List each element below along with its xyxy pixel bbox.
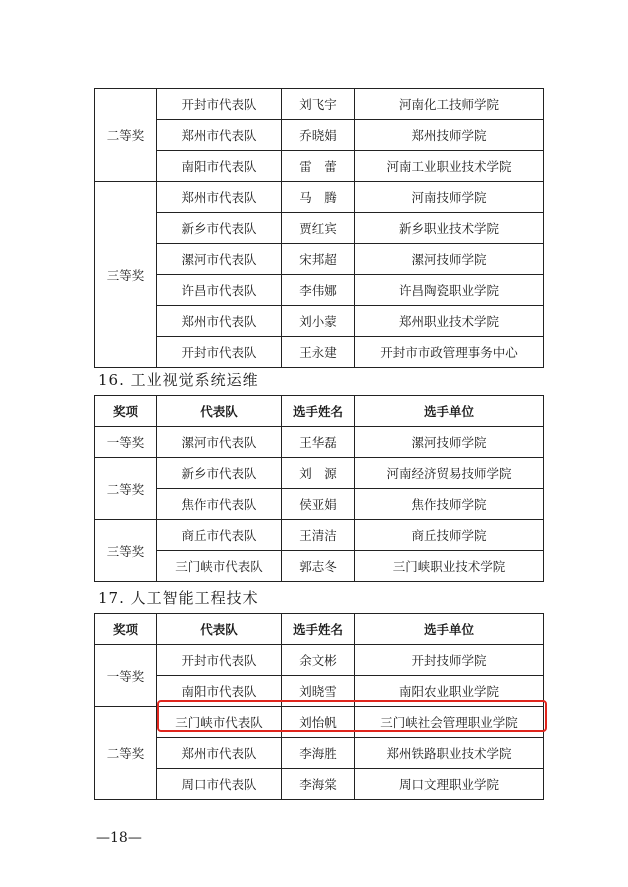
name-cell: 王华磊 [282,427,355,458]
name-cell: 刘怡帆 [282,707,355,738]
team-cell: 漯河市代表队 [157,244,282,275]
team-cell: 郑州市代表队 [157,306,282,337]
table-header-row [95,396,544,427]
table-row [95,645,544,676]
table-row [95,551,544,582]
team-cell: 开封市代表队 [157,645,282,676]
award-cell: 二等奖 [95,89,157,182]
unit-cell: 漯河技师学院 [355,427,544,458]
team-cell: 南阳市代表队 [157,151,282,182]
table-row [95,89,544,120]
page-number: —18— [96,830,142,846]
award-cell: 二等奖 [95,458,157,520]
name-cell: 王永建 [282,337,355,368]
team-cell: 新乡市代表队 [157,213,282,244]
team-cell: 三门峡市代表队 [157,551,282,582]
team-cell: 郑州市代表队 [157,182,282,213]
header-award: 奖项 [95,614,157,645]
unit-cell: 郑州技师学院 [355,120,544,151]
name-cell: 李伟娜 [282,275,355,306]
unit-cell: 开封技师学院 [355,645,544,676]
name-cell: 侯亚娟 [282,489,355,520]
table-row [95,275,544,306]
header-name: 选手姓名 [282,614,355,645]
team-cell: 郑州市代表队 [157,738,282,769]
table-row [95,676,544,707]
team-cell: 焦作市代表队 [157,489,282,520]
unit-cell: 三门峡社会管理职业学院 [355,707,544,738]
name-cell: 余文彬 [282,645,355,676]
table-row [95,151,544,182]
table-row [95,182,544,213]
header-award: 奖项 [95,396,157,427]
table-row [95,213,544,244]
table-row [95,769,544,800]
unit-cell: 新乡职业技术学院 [355,213,544,244]
team-cell: 漯河市代表队 [157,427,282,458]
table-row [95,244,544,275]
team-cell: 三门峡市代表队 [157,707,282,738]
section-title-17: 17. 人工智能工程技术 [98,589,259,607]
header-name: 选手姓名 [282,396,355,427]
table-row [95,520,544,551]
awards-table-continued [94,88,544,368]
awards-table-16 [94,395,544,582]
table-row [95,427,544,458]
name-cell: 刘小蒙 [282,306,355,337]
team-cell: 许昌市代表队 [157,275,282,306]
unit-cell: 商丘技师学院 [355,520,544,551]
name-cell: 刘飞宇 [282,89,355,120]
name-cell: 乔晓娟 [282,120,355,151]
name-cell: 郭志冬 [282,551,355,582]
unit-cell: 漯河技师学院 [355,244,544,275]
unit-cell: 三门峡职业技术学院 [355,551,544,582]
unit-cell: 南阳农业职业学院 [355,676,544,707]
name-cell: 王清洁 [282,520,355,551]
table-header-row [95,614,544,645]
unit-cell: 河南经济贸易技师学院 [355,458,544,489]
unit-cell: 周口文理职业学院 [355,769,544,800]
name-cell: 刘 源 [282,458,355,489]
name-cell: 宋邦超 [282,244,355,275]
table-row [95,337,544,368]
header-team: 代表队 [157,396,282,427]
awards-table-17 [94,613,544,800]
table-row [95,458,544,489]
unit-cell: 焦作技师学院 [355,489,544,520]
award-cell: 一等奖 [95,427,157,458]
unit-cell: 郑州铁路职业技术学院 [355,738,544,769]
unit-cell: 河南化工技师学院 [355,89,544,120]
unit-cell: 开封市市政管理事务中心 [355,337,544,368]
team-cell: 开封市代表队 [157,337,282,368]
award-cell: 三等奖 [95,520,157,582]
name-cell: 刘晓雪 [282,676,355,707]
team-cell: 商丘市代表队 [157,520,282,551]
team-cell: 开封市代表队 [157,89,282,120]
unit-cell: 河南技师学院 [355,182,544,213]
unit-cell: 郑州职业技术学院 [355,306,544,337]
name-cell: 雷 蕾 [282,151,355,182]
name-cell: 贾红宾 [282,213,355,244]
award-cell: 一等奖 [95,645,157,707]
table-row [95,120,544,151]
unit-cell: 河南工业职业技术学院 [355,151,544,182]
section-title-16: 16. 工业视觉系统运维 [98,371,259,389]
award-cell: 二等奖 [95,707,157,800]
header-unit: 选手单位 [355,396,544,427]
unit-cell: 许昌陶瓷职业学院 [355,275,544,306]
name-cell: 李海胜 [282,738,355,769]
name-cell: 李海棠 [282,769,355,800]
team-cell: 新乡市代表队 [157,458,282,489]
header-team: 代表队 [157,614,282,645]
name-cell: 马 腾 [282,182,355,213]
header-unit: 选手单位 [355,614,544,645]
team-cell: 南阳市代表队 [157,676,282,707]
table-row [95,738,544,769]
table-row-highlighted [95,707,544,738]
team-cell: 周口市代表队 [157,769,282,800]
table-row [95,489,544,520]
table-row [95,306,544,337]
team-cell: 郑州市代表队 [157,120,282,151]
award-cell: 三等奖 [95,182,157,368]
